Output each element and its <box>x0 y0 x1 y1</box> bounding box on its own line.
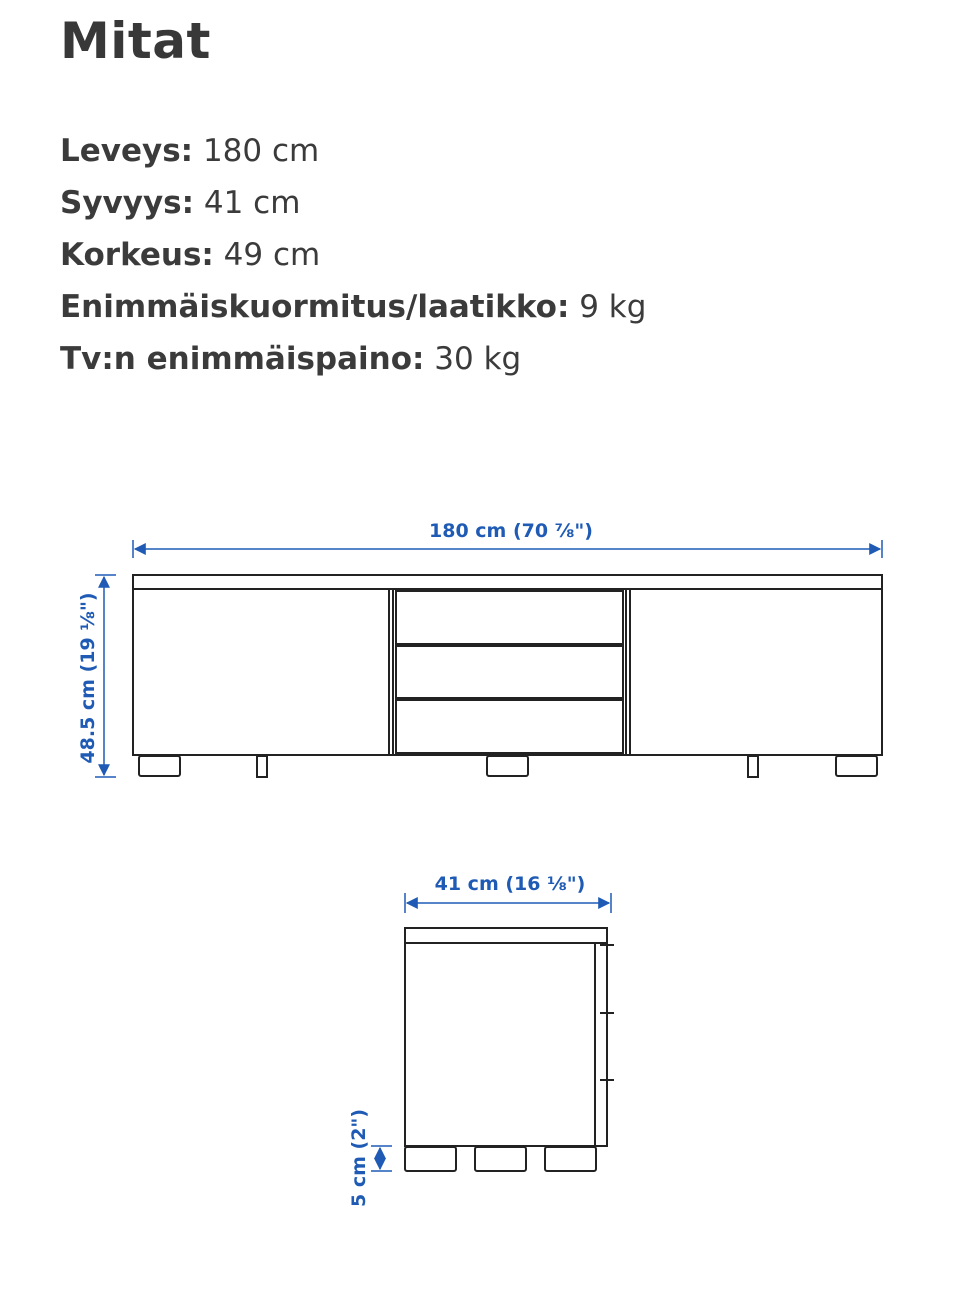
drawer-bottom <box>396 700 623 753</box>
spec-value: 180 cm <box>202 133 320 169</box>
side-door-front <box>595 943 607 1146</box>
side-depth-dimension <box>405 873 611 913</box>
spec-value: 49 cm <box>223 237 321 273</box>
spec-label: Korkeus: <box>60 237 214 273</box>
foot <box>487 756 528 776</box>
front-width-dimension <box>133 520 882 558</box>
side-leg-dimension <box>348 1109 392 1207</box>
front-body <box>133 589 882 755</box>
foot <box>836 756 877 776</box>
spec-value: 30 kg <box>434 341 522 377</box>
page-title: Mitat <box>60 12 211 70</box>
front-height-dimension <box>77 575 116 777</box>
spec-value: 9 kg <box>579 289 647 325</box>
foot <box>405 1147 456 1171</box>
front-view <box>133 575 882 777</box>
small-leg <box>257 756 267 777</box>
small-leg <box>748 756 758 777</box>
front-height-label: 48.5 cm (19 ⅛") <box>77 592 99 764</box>
spec-value: 41 cm <box>203 185 301 221</box>
foot <box>475 1147 526 1171</box>
foot <box>545 1147 596 1171</box>
drawer-middle <box>396 646 623 698</box>
spec-label: Enimmäiskuormitus/laatikko: <box>60 289 570 325</box>
front-top-panel <box>133 575 882 589</box>
spec-label: Syvyys: <box>60 185 195 221</box>
side-top-panel <box>405 928 607 943</box>
side-body <box>405 943 595 1146</box>
side-view <box>405 928 614 1171</box>
foot <box>139 756 180 776</box>
drawer-top <box>396 591 623 644</box>
side-depth-label: 41 cm (16 ⅛") <box>434 873 586 895</box>
side-leg-label: 5 cm (2") <box>348 1109 370 1207</box>
spec-label: Leveys: <box>60 133 194 169</box>
front-width-label: 180 cm (70 ⅞") <box>429 520 593 542</box>
spec-label: Tv:n enimmäispaino: <box>60 341 425 377</box>
